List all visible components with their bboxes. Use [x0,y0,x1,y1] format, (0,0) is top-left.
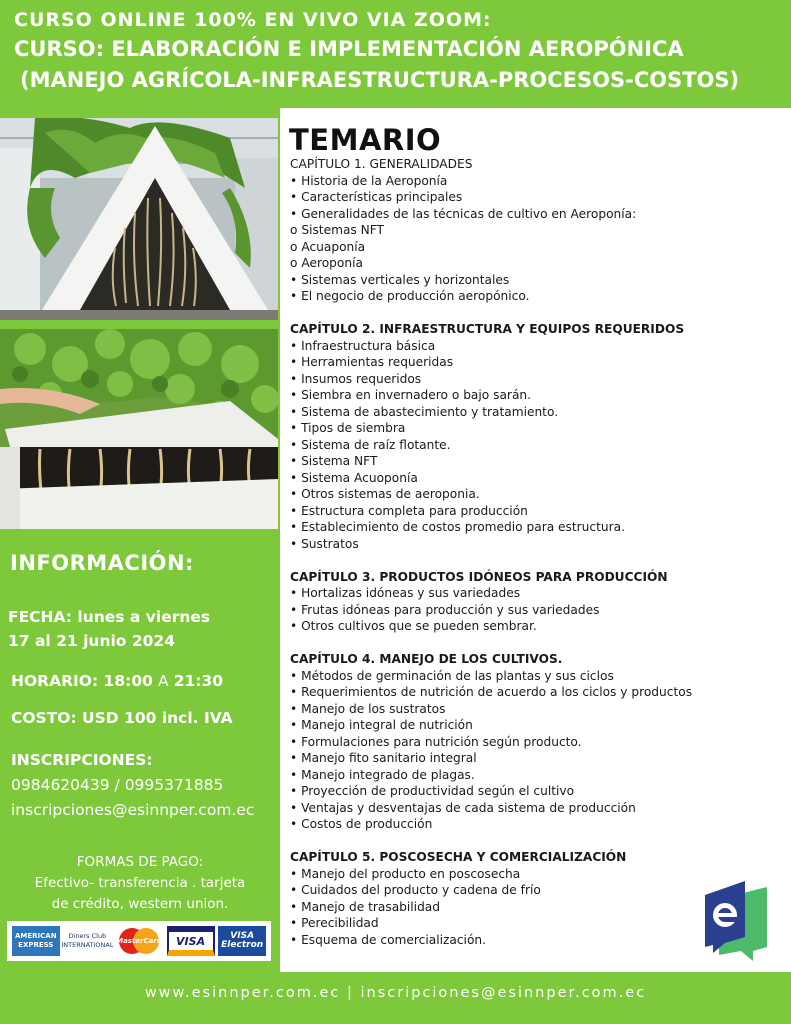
syllabus-item: o Acuaponía [290,239,366,254]
syllabus-item: • Establecimiento de costos promedio para estructura. [290,520,625,534]
syllabus-item: • Manejo de trasabilidad [290,899,441,914]
syllabus-item: • Manejo del producto en poscosecha [290,866,521,881]
syllabus-item: • Otros cultivos que se pueden sembrar. [290,619,537,633]
registration-email[interactable]: inscripciones@esinnper.com.ec [11,801,255,819]
schedule-separator: A [158,672,169,690]
visa-card-icon: VISA [167,926,215,956]
syllabus-item: • Proyección de productividad según el cultivo [290,784,575,798]
syllabus-item: • Sistema de raíz flotante. [290,437,451,452]
syllabus-panel [280,108,791,972]
mastercard-icon [115,926,163,956]
chapter-title: CAPÍTULO 2. INFRAESTRUCTURA Y EQUIPOS REQUERIDOS [290,322,685,336]
syllabus-item: • Herramientas requeridas [290,355,454,369]
syllabus-item: • Características principales [290,190,463,204]
syllabus-item: • Formulaciones para nutrición según producto. [290,734,582,749]
aeroponic-tower-photo [0,118,278,320]
syllabus-item: • Frutas idóneas para producción y sus variedades [290,602,600,617]
visa-electron-card-icon: VISA Electron [218,926,266,956]
date-block [8,605,210,653]
syllabus-item: • Manejo fito sanitario integral [290,751,477,765]
syllabus-item: • Otros sistemas de aeroponia. [290,487,480,501]
syllabus-item: • Perecibilidad [290,916,379,930]
syllabus-item: • Manejo integrado de plagas. [290,767,475,782]
syllabus-item: • Estructura completa para producción [290,503,528,518]
floating-root-system-photo [0,329,278,529]
diners-card-icon: Diners Club INTERNATIONAL [63,926,111,956]
syllabus-item: • Ventajas y desventajas de cada sistema de producción [290,800,636,815]
syllabus-item: • Generalidades de las técnicas de cultivo en Aeroponía: [290,206,637,221]
syllabus-item: • Requerimientos de nutrición de acuerdo a los ciclos y productos [290,685,693,699]
schedule-end: 21:30 [173,672,224,690]
syllabus-item: o Sistemas NFT [290,223,385,237]
syllabus-item: • Métodos de germinación de las plantas y sus ciclos [290,668,614,683]
chapter-spacer [290,552,692,569]
schedule-line [11,671,223,690]
syllabus-item: • Insumos requeridos [290,371,422,386]
date-range: 17 al 21 junio 2024 [8,632,175,650]
syllabus-body [290,156,692,948]
mastercard-label: MasterCard [116,936,162,945]
info-panel [0,529,280,972]
syllabus-item: • Esquema de comercialización. [290,932,486,947]
syllabus-item: • Costos de producción [290,817,433,831]
syllabus-item: • Sistema Acuoponía [290,470,418,485]
syllabus-item: • Manejo de los sustratos [290,701,446,716]
header-line-subtitle: (MANEJO AGRÍCOLA-INFRAESTRUCTURA-PROCESOS-COSTOS) [20,68,740,92]
syllabus-item: o Aeroponía [290,256,363,270]
syllabus-title: TEMARIO [289,123,442,157]
amex-card-icon: AMERICAN EXPRESS [12,926,60,956]
registration-label: INSCRIPCIONES: [11,751,153,769]
schedule-start: HORARIO: 18:00 [11,672,153,690]
syllabus-item: • Sistemas verticales y horizontales [290,272,510,287]
payment-line-1: Efectivo- transferencia . tarjeta [34,875,246,891]
syllabus-item: • Cuidados del producto y cadena de frío [290,883,541,897]
header-banner [0,0,791,108]
payment-line-2: de crédito, western union. [51,896,229,912]
syllabus-item: • Sustratos [290,536,359,551]
syllabus-item: • Tipos de siembra [290,421,406,435]
syllabus-item: • Sistema de abastecimiento y tratamiento. [290,404,559,419]
syllabus-item: • Infraestructura básica [290,338,436,353]
chapter-title: CAPÍTULO 3. PRODUCTOS IDÓNEOS PARA PRODUCCIÓN [290,569,668,584]
registration-phones: 0984620439 / 0995371885 [11,776,224,794]
payment-methods [0,852,280,915]
chapter-title: CAPÍTULO 4. MANEJO DE LOS CULTIVOS. [290,652,563,666]
chapter-spacer [290,305,692,322]
cost-line: COSTO: USD 100 incl. IVA [11,709,233,727]
syllabus-item: • Sistema NFT [290,454,378,468]
syllabus-item: • Manejo integral de nutrición [290,718,473,732]
payment-cards-strip [7,921,271,961]
syllabus-item: • Hortalizas idóneas y sus variedades [290,586,521,600]
payment-title: FORMAS DE PAGO: [76,854,204,870]
esinnper-logo-icon [705,877,767,961]
chapter-title: CAPÍTULO 5. POSCOSECHA Y COMERCIALIZACIÓN [290,850,627,864]
syllabus-item: • Siembra en invernadero o bajo sarán. [290,388,532,402]
chapter-spacer [290,635,692,652]
chapter-spacer [290,833,692,850]
date-days: FECHA: lunes a viernes [8,608,211,626]
header-line-online: CURSO ONLINE 100% EN VIVO VIA ZOOM: [14,9,492,31]
syllabus-item: • El negocio de producción aeropónico. [290,289,530,303]
info-title: INFORMACIÓN: [10,551,194,575]
chapter-title: CAPÍTULO 1. GENERALIDADES [290,157,473,171]
syllabus-item: • Historia de la Aeroponía [290,173,448,188]
footer-contact[interactable]: www.esinnper.com.ec | inscripciones@esinnper.com.ec [144,985,647,1001]
header-line-course: CURSO: ELABORACIÓN E IMPLEMENTACIÓN AEROPÓNICA [14,37,684,61]
